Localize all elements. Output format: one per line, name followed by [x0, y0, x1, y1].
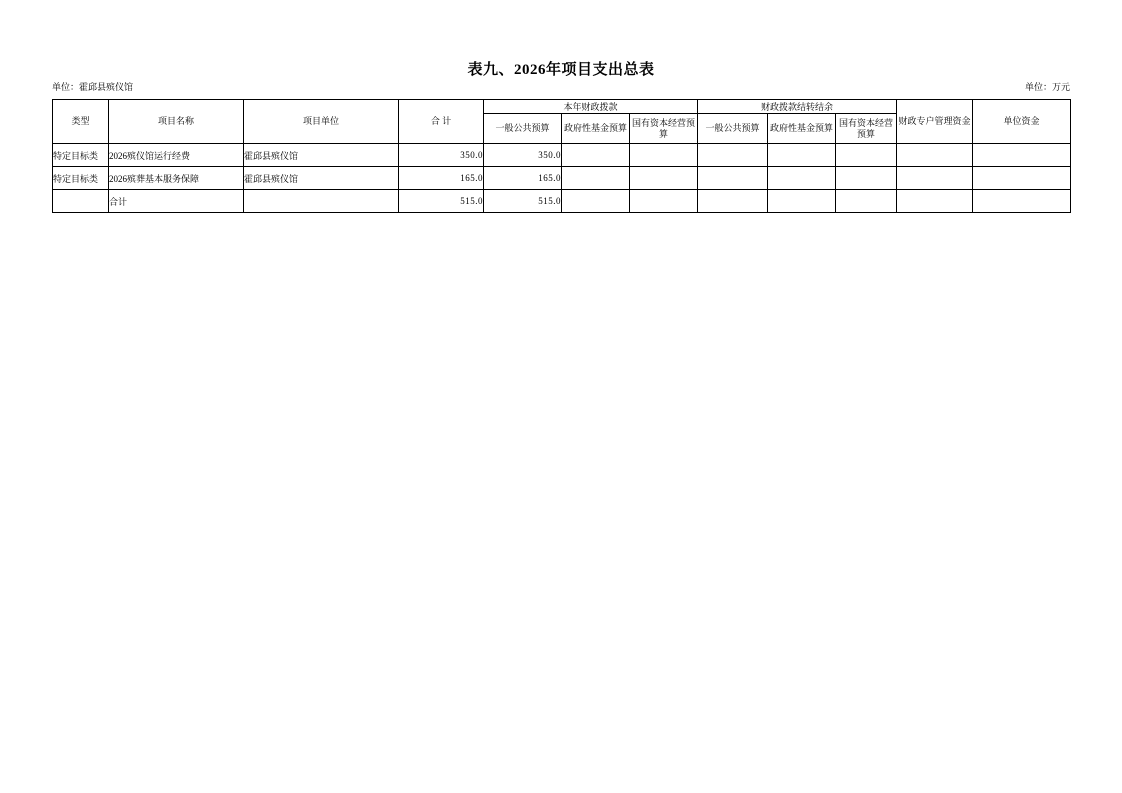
header-project-name: 项目名称 — [109, 100, 244, 144]
table-row — [53, 144, 1071, 167]
cell-general-public-1: 165.0 — [484, 167, 562, 190]
cell-project-unit: 霍邱县殡仪馆 — [244, 144, 399, 167]
cell-unit-fund — [973, 167, 1071, 190]
header-unit-fund: 单位资金 — [973, 100, 1071, 144]
cell-project-name: 合计 — [109, 190, 244, 213]
cell-project-unit — [244, 190, 399, 213]
table-row — [53, 167, 1071, 190]
project-expenditure-table — [52, 99, 1071, 213]
cell-unit-fund — [973, 190, 1071, 213]
header-special-fund: 财政专户管理资金 — [897, 100, 973, 144]
header-group-carryover: 财政拨款结转结余 — [698, 100, 897, 114]
header-sub-gov-fund-1: 政府性基金预算 — [562, 114, 630, 144]
cell-total: 350.0 — [399, 144, 484, 167]
header-sub-gov-fund-2: 政府性基金预算 — [768, 114, 836, 144]
table-row-total — [53, 190, 1071, 213]
cell-special-fund — [897, 167, 973, 190]
cell-special-fund — [897, 190, 973, 213]
cell-general-public-2 — [698, 190, 768, 213]
cell-general-public-2 — [698, 167, 768, 190]
cell-gov-fund-2 — [768, 167, 836, 190]
header-category: 类型 — [53, 100, 109, 144]
cell-gov-fund-1 — [562, 190, 630, 213]
cell-gov-fund-2 — [768, 144, 836, 167]
cell-gov-fund-1 — [562, 167, 630, 190]
header-sub-state-capital-1: 国有资本经营预算 — [630, 114, 698, 144]
page-title: 表九、2026年项目支出总表 — [467, 62, 655, 78]
cell-state-capital-2 — [836, 144, 897, 167]
cell-total: 515.0 — [399, 190, 484, 213]
header-sub-state-capital-2: 国有资本经营预算 — [836, 114, 897, 144]
unit-label-right: 单位：万元 — [1024, 82, 1070, 92]
cell-category: 特定目标类 — [53, 167, 109, 190]
cell-state-capital-2 — [836, 190, 897, 213]
cell-special-fund — [897, 144, 973, 167]
cell-project-unit: 霍邱县殡仪馆 — [244, 167, 399, 190]
header-total: 合 计 — [399, 100, 484, 144]
cell-total: 165.0 — [399, 167, 484, 190]
cell-project-name: 2026殡仪馆运行经费 — [109, 144, 244, 167]
cell-unit-fund — [973, 144, 1071, 167]
cell-state-capital-1 — [630, 190, 698, 213]
cell-category: 特定目标类 — [53, 144, 109, 167]
header-sub-general-public-2: 一般公共预算 — [698, 114, 768, 144]
cell-general-public-1: 350.0 — [484, 144, 562, 167]
cell-category — [53, 190, 109, 213]
cell-state-capital-1 — [630, 167, 698, 190]
header-project-unit: 项目单位 — [244, 100, 399, 144]
cell-gov-fund-2 — [768, 190, 836, 213]
cell-state-capital-2 — [836, 167, 897, 190]
header-sub-general-public-1: 一般公共预算 — [484, 114, 562, 144]
cell-project-name: 2026殡葬基本服务保障 — [109, 167, 244, 190]
cell-general-public-1: 515.0 — [484, 190, 562, 213]
table-header-row-group — [53, 100, 1071, 114]
cell-general-public-2 — [698, 144, 768, 167]
cell-state-capital-1 — [630, 144, 698, 167]
cell-gov-fund-1 — [562, 144, 630, 167]
header-group-current-year: 本年财政拨款 — [484, 100, 698, 114]
unit-label-left: 单位：霍邱县殡仪馆 — [52, 82, 134, 92]
